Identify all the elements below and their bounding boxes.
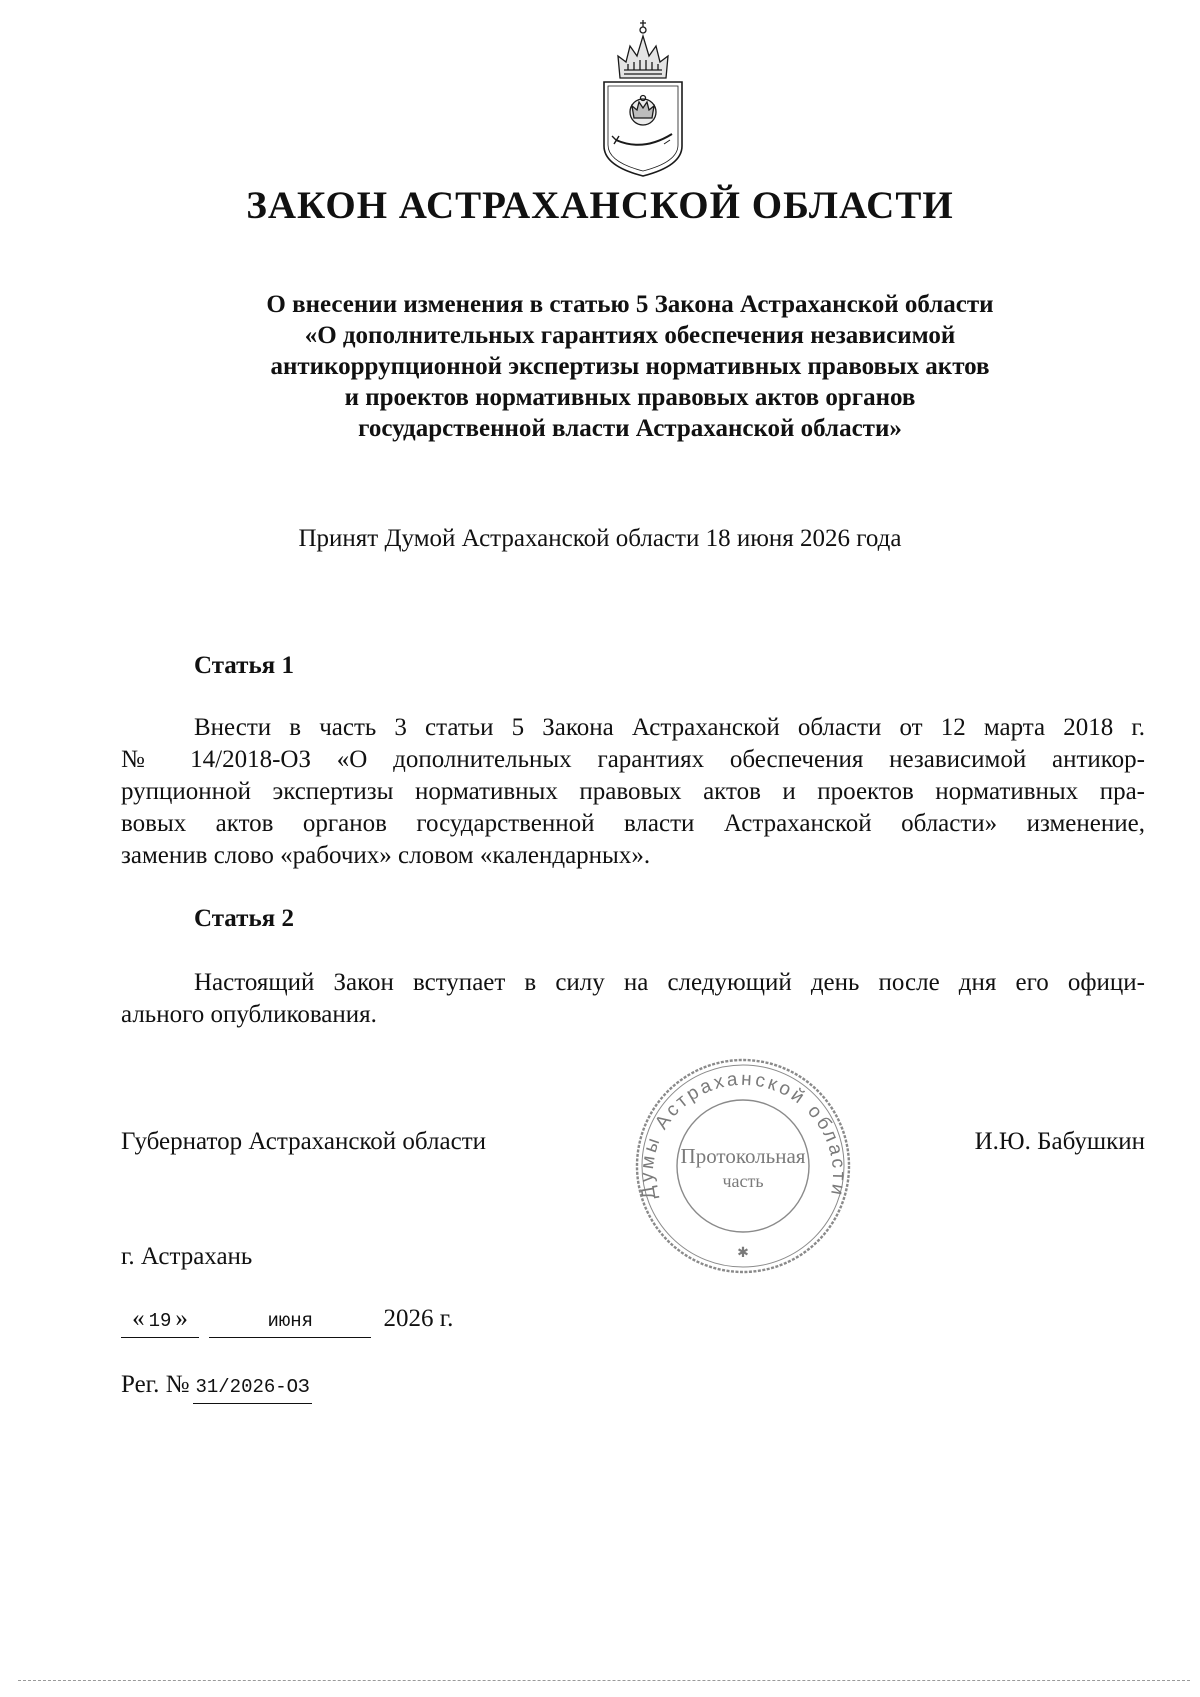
law-subject	[100, 289, 1160, 444]
article-1-line: вовых актов органов государственной власти Астраханской области» изменение,	[121, 810, 1145, 837]
law-title: ЗАКОН АСТРАХАНСКОЙ ОБЛАСТИ	[246, 184, 954, 227]
subject-line: антикоррупционной экспертизы нормативных правовых актов	[270, 353, 990, 380]
date-day: 19	[148, 1310, 172, 1332]
official-stamp	[630, 1053, 856, 1279]
bottom-divider	[18, 1680, 1190, 1681]
subject-line: О внесении изменения в статью 5 Закона Астраханской области	[266, 291, 994, 318]
coat-of-arms-icon	[594, 18, 692, 178]
governor-name: И.Ю. Бабушкин	[974, 1128, 1145, 1155]
article-2-line: Настоящий Закон вступает в силу на следующий день после дня его офици-	[194, 969, 1145, 996]
subject-line: государственной власти Астраханской области»	[358, 415, 902, 442]
stamp-ring-text: Думы Астраханской области	[636, 1068, 850, 1201]
article-1-line: № 14/2018-ОЗ «О дополнительных гарантиях обеспечения независимой антикор-	[121, 746, 1145, 773]
date-close-quote: »	[175, 1305, 188, 1332]
subject-line: «О дополнительных гарантиях обеспечения независимой	[304, 322, 956, 349]
article-1-heading: Статья 1	[194, 652, 294, 679]
article-1-text	[121, 712, 1145, 872]
governor-title: Губернатор Астраханской области	[121, 1128, 487, 1155]
registration	[121, 1369, 312, 1404]
stamp-star-icon: ✱	[737, 1245, 749, 1261]
date-year: 2026 г.	[383, 1305, 454, 1332]
registration-label: Рег. №	[121, 1371, 190, 1398]
article-1-line: Внести в часть 3 статьи 5 Закона Астраханской области от 12 марта 2018 г.	[194, 714, 1145, 741]
subject-line: и проектов нормативных правовых актов органов	[344, 384, 916, 411]
adoption-statement: Принят Думой Астраханской области 18 июня 2026 года	[298, 525, 902, 552]
date-open-quote: «	[132, 1305, 145, 1332]
city: г. Астрахань	[121, 1243, 253, 1270]
date-day-field	[121, 1303, 199, 1338]
article-2-text	[121, 967, 1145, 1031]
article-1-line: заменив слово «рабочих» словом «календарных».	[121, 842, 651, 869]
article-2-heading: Статья 2	[194, 905, 294, 932]
article-1-line: рупционной экспертизы нормативных правовых актов и проектов нормативных пра-	[121, 778, 1145, 805]
date-month: июня	[209, 1305, 371, 1338]
registration-number: 31/2026-ОЗ	[193, 1371, 311, 1404]
article-2-line: ального опубликования.	[121, 1001, 377, 1028]
stamp-center-line1: Протокольная	[680, 1144, 806, 1168]
signing-date	[121, 1303, 453, 1338]
stamp-center-line2: часть	[722, 1171, 764, 1191]
